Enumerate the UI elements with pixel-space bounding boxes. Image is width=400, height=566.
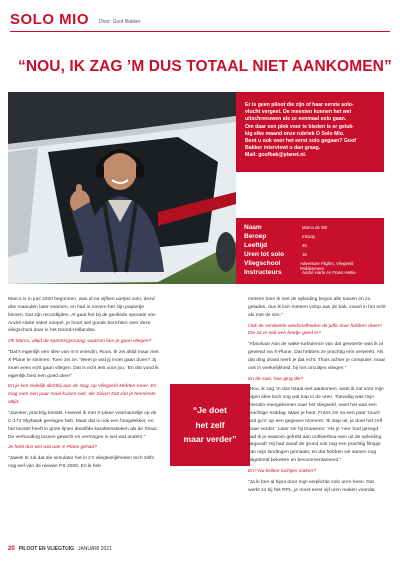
info-row [244, 224, 376, 233]
info-value: 15 [302, 252, 307, 257]
info-value: Inkoop [302, 234, 315, 239]
pilot-photo [8, 92, 236, 284]
byline: Door: Goof Bakker [99, 19, 141, 25]
pilot-in-aircraft-image [8, 92, 236, 284]
info-label: Naam [244, 224, 262, 231]
body-paragraph: “Jazeker, prachtig toestel. Hoewel ik met X-plane voornamelijk op de C-172 Skyhawk gevlogen heb. Maar dat is ook een hoogdekker, en het toestel heeft in grote lijnen dezelfde karakteristieken als de Sinus. De verhouding tussen gewicht en vermogen is wel wat anders.” [8, 410, 159, 440]
issue-date: JANUARI 2021 [77, 546, 112, 552]
rubric-title: SOLO MIO [10, 11, 89, 28]
interview-question: En de solo, hoe ging die? [248, 376, 304, 382]
info-value: 46 [302, 243, 307, 248]
info-row [244, 260, 376, 269]
interview-question: En? Nu keiliee lochijes maken? [248, 468, 316, 474]
body-paragraph: “Nou, ik zag ’m dus totaal niet aankomen, want ik zat voor mijn eigen idee toch nog wat kop in de uren. Toevallig was mijn vriendin meegekomen naar het vliegveld, want het was een prachtige middag. Maar je hoor, Frans zei na een paar ‘touch and go’s’ op een gegeven moment: ‘Ik stap uit, je doet het zelf maar verder.’ Later zei hij trouwens: ‘Als je ‘nee’ had gezegd had ik je waarom gefrekt aan ooftwerttou-wen uit de opleiding gegooid!’ Hij had vanaf de grond ook nog een prachtig filmpje van mijn landingen gemaakt, en dat hebben we samen nog uitgebreid bekeken en becommentarieerd.” [248, 387, 384, 464]
magazine-name: PILOOT EN VLIEGTUIG [18, 546, 74, 552]
intro-text: Er is geen piloot die zijn of haar eerste solo- vlucht vergeet. De meesten kunnen het wel uitschreeuwen als ze eenmaal solo gaan. Om daar een plek voor te bieden is er geluk- kig elke maand onze rubriek O Solo Mio. Bent u ook voor het eerst solo gegaan? Goof Bakker interviewt u dan graag. Mail: goofbak@planet.nl. [245, 102, 356, 159]
info-label: Vliegschool [244, 260, 281, 267]
info-value: Marco de Wit [302, 225, 328, 230]
pull-quote-text: “Je doet het zelf maar verder” [183, 404, 237, 445]
pull-quote [170, 384, 250, 466]
info-row [244, 233, 376, 242]
intro-box [236, 92, 384, 172]
info-row [244, 242, 376, 251]
info-label: Beroep [244, 233, 267, 240]
page-header [10, 8, 390, 32]
info-value: Adventure Flights, Vliegveld Middenmeer [300, 261, 354, 271]
page-number: 20 [8, 546, 15, 552]
body-paragraph: “Absoluut! Aan de wake-turbulence van dat gewoerte was ik al gewend via X-Plane. Dat hebben ze prachtig erin verwerkt. Als dat ding draait merk je dat echt. Thuis achter je computer, maar ook in werkelijkheid, bij het circuitjes vliegen.” [248, 342, 386, 371]
info-value: André Harte en Frans Hettie [302, 270, 356, 275]
info-label: Uren tot solo [244, 251, 285, 258]
interview-question: Ok Marco, altijd de spanningsvraag: waarom ben je gaan vliegen? [8, 339, 152, 345]
interview-question: En je kon redelijk dichtbij aan de slag, op Vliegveld Midden-meer. En mag men een paar maal kuisen ook, die Sinus! Dat ziet je tenminste altijd. [8, 384, 157, 406]
page-footer [8, 544, 112, 554]
interview-question: Je hebt dus wel wat aan X-Plane gehad? [8, 445, 97, 451]
body-paragraph: “Ja ik ben al bijna door mijn verplichte solo uren heen. Dat werkt zo bij het RPL, je moet eerst vijf uren maken voordat [248, 479, 375, 493]
body-paragraph: “Jawel! Ik zal dat die simulator het in z’n vlieglesrijkheden toch zelfs nog wel van de nieuwe FS-2020. En ik heb [8, 456, 154, 470]
info-label: Leeftijd [244, 242, 268, 249]
body-paragraph: meteen toen ik met de opleiding begon alle tussen en zo geladen, dus ik kon meteen volop aan de bak, zowel in het echt als met de sim.” [248, 297, 386, 318]
pilot-info-box [236, 218, 384, 284]
info-label: Instructeurs [244, 269, 282, 276]
body-column-left [8, 296, 164, 474]
body-paragraph: “Dat’s eigenlijk een idee van m’n vriendin, Roos. Ik zei altijd maar met X-Plane te simmen. Toen zei ze: ‘Weet je wat jij moet gaan doen? Jij moet eens echt gaan vliegen. Dat is echt iets voor jou.’ En dat vond ik eigenlijk best een goed idee!” [8, 350, 159, 379]
article-headline: “NOU, IK ZAG ’M DUS TOTAAL NIET AANKOMEN” [18, 58, 392, 75]
interview-question: Ook de verdeelde windsnelheden de juffe door hebben doen? Die zit er ook een beetje goed in? [248, 323, 382, 337]
info-row [244, 251, 376, 260]
body-column-right [248, 296, 386, 497]
body-paragraph: Marco is in juni 2020 begonnen, was al na vijftien uurtjes solo, deed drie maanden later examen, en had in novem-ber zijn papiertje binnen. Dat zijn recordtijden. Al gaat het bij de geoliede operatie van André Harte vaker soepel, je hoort wel goede berichten over deze vliegschool daar in het Noord-Hollandse. [8, 297, 156, 334]
